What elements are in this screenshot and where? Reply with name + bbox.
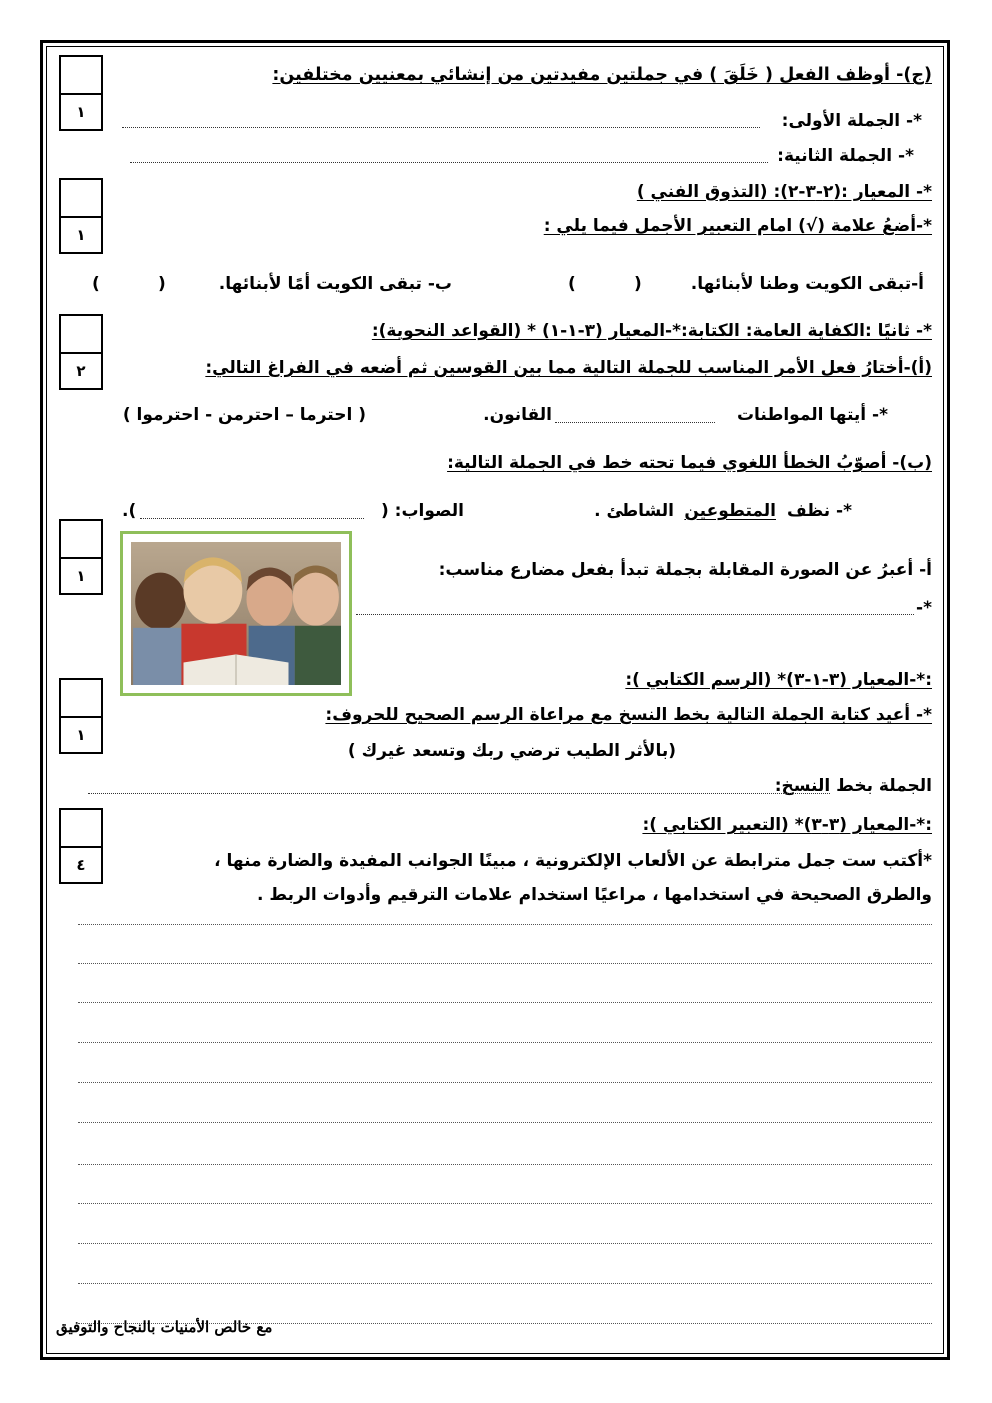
option-a-paren-open[interactable]: (: [634, 274, 642, 294]
grammar-question-title: (أ)-أختارُ فعل الأمر المناسب للجملة التالية مما بين القوسين ثم أضعه في الفراغ التالي:: [205, 358, 932, 378]
composition-standard: :*-المعيار (٣-٣)* (التعبير الكتابي ):: [642, 815, 932, 835]
image-question-title: أ- أعبرُ عن الصورة المقابلة بجملة تبدأ بفعل مضارع مناسب:: [438, 560, 932, 580]
correction-sentence-start: *- نظف: [786, 501, 852, 521]
score-box-taste: [59, 178, 103, 254]
children-reading-photo: [120, 531, 352, 696]
score-blank: [61, 680, 101, 716]
score-value: ١: [61, 716, 101, 752]
image-answer-line[interactable]: [356, 614, 914, 615]
writing-line[interactable]: [78, 1122, 932, 1123]
score-blank: [61, 810, 101, 846]
writing-line[interactable]: [78, 1002, 932, 1003]
page-frame-inner: [46, 46, 944, 1354]
option-b-paren-open[interactable]: (: [158, 274, 166, 294]
footer-wishes: مع خالص الأمنيات بالنجاح والتوفيق: [56, 1318, 273, 1336]
correction-answer-label: الصواب: (: [380, 501, 464, 521]
grammar-answer-blank[interactable]: [555, 422, 715, 423]
correction-underlined-word: المتطوعين: [684, 501, 776, 521]
writing-line[interactable]: [78, 1283, 932, 1284]
option-b: ب- تبقى الكويت أمًا لأبنائها.: [218, 274, 452, 294]
taste-instruction: *-أضعُ علامة (√) امام التعبير الأجمل فيما يلي :: [543, 216, 932, 236]
score-value: ٢: [61, 352, 101, 388]
grammar-sentence-start: *- أيتها المواطنات: [736, 405, 888, 425]
handwriting-answer-line[interactable]: [88, 793, 830, 794]
writing-line[interactable]: [78, 963, 932, 964]
writing-heading: *- ثانيًا :الكفاية العامة: الكتابة:*-المعيار (٣-١-١) * (القواعد النحوية):: [371, 321, 932, 341]
handwriting-standard: :*-المعيار (٣-١-٣)* (الرسم الكتابي ):: [625, 670, 932, 690]
score-blank: [61, 521, 101, 557]
handwriting-instruction: *- أعيد كتابة الجملة التالية بخط النسخ مع مراعاة الرسم الصحيح للحروف:: [325, 705, 932, 725]
score-blank: [61, 316, 101, 352]
writing-line[interactable]: [78, 1243, 932, 1244]
line2-label: *- الجملة الثانية:: [777, 146, 914, 166]
composition-prompt-line2: والطرق الصحيحة في استخدامها ، مراعيًا استخدام علامات الترقيم وأدوات الربط .: [256, 885, 932, 905]
handwriting-answer-label: الجملة بخط النسخ:: [774, 776, 932, 796]
image-question-bullet: *-: [916, 598, 932, 618]
grammar-sentence-end: القانون.: [483, 405, 552, 425]
score-value: ٤: [61, 846, 101, 882]
score-value: ١: [61, 216, 101, 252]
score-box-grammar: [59, 314, 103, 390]
q-c-title: (ج)- أوظف الفعل ( خَلَقَ ) في جملتين مفيدتين من إنشائي بمعنيين مختلفين:: [272, 65, 932, 85]
handwriting-sentence: (بالأثر الطيب ترضي ربك وتسعد غيرك ): [347, 741, 676, 761]
correction-title: (ب)- أصوّبُ الخطأ اللغوي فيما تحته خط في الجملة التالية:: [447, 453, 932, 473]
option-a-paren-close: ): [568, 274, 576, 294]
writing-line[interactable]: [78, 1082, 932, 1083]
writing-line[interactable]: [78, 1164, 932, 1165]
correction-answer-close: ).: [122, 501, 137, 521]
score-value: ١: [61, 93, 101, 129]
writing-line[interactable]: [78, 924, 932, 925]
grammar-choices: ( احترما – احترمن - احترموا ): [122, 405, 366, 425]
composition-prompt-line1: *أكتب ست جمل مترابطة عن الألعاب الإلكترونية ، مبينًا الجوانب المفيدة والضارة منها ،: [214, 851, 932, 871]
writing-line[interactable]: [78, 1203, 932, 1204]
option-a: أ-تبقى الكويت وطنا لأبنائها.: [690, 274, 924, 294]
score-box-handwriting: [59, 678, 103, 754]
score-value: ١: [61, 557, 101, 593]
score-blank: [61, 180, 101, 216]
correction-sentence-end: الشاطئ .: [594, 501, 674, 521]
score-box-q-c: [59, 55, 103, 131]
taste-standard: *- المعيار :(٢-٣-٢): (التذوق الفني ): [636, 182, 932, 202]
score-box-correction: [59, 519, 103, 595]
line1-label: *- الجملة الأولى:: [781, 111, 922, 131]
children-reading-illustration: [131, 542, 341, 685]
score-blank: [61, 57, 101, 93]
answer-line-1[interactable]: [122, 127, 760, 128]
correction-answer-blank[interactable]: [140, 518, 364, 519]
writing-line[interactable]: [78, 1042, 932, 1043]
score-box-composition: [59, 808, 103, 884]
option-b-paren-close: ): [92, 274, 100, 294]
answer-line-2[interactable]: [130, 162, 768, 163]
